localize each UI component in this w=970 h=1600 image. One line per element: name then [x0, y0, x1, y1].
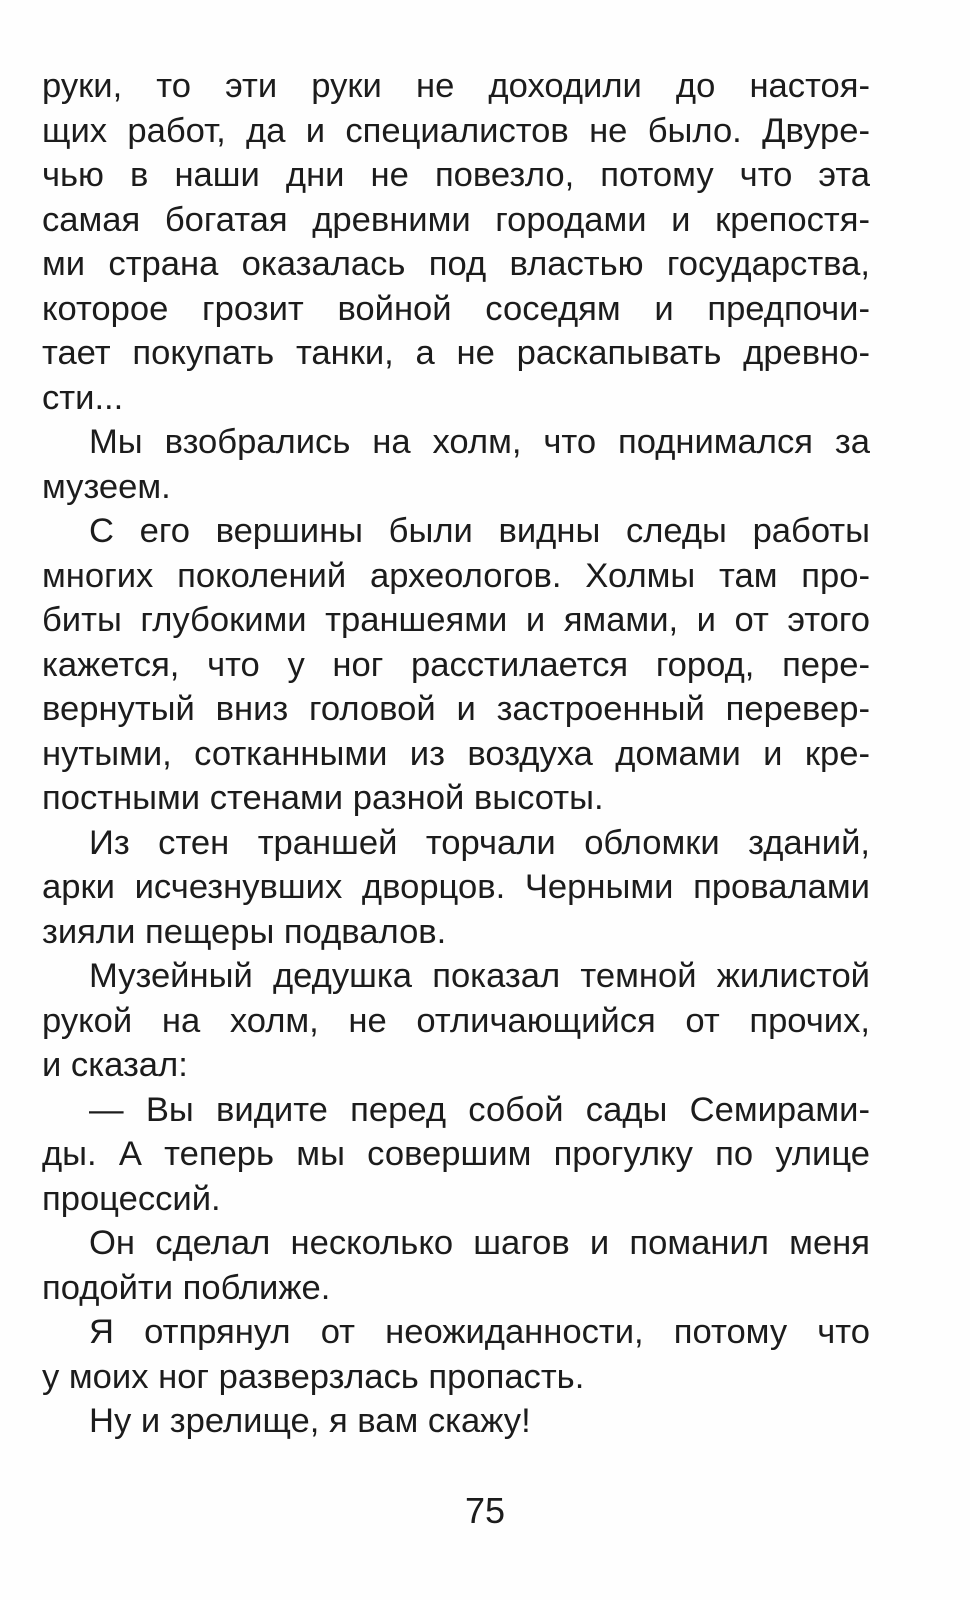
text-line: биты глубокими траншеями и ямами, и от этого [42, 601, 870, 639]
text-line: Я отпрянул от неожиданности, потому что [89, 1313, 870, 1351]
text-line: тает покупать танки, а не раскапывать древно- [42, 334, 870, 372]
paragraph [42, 821, 870, 955]
body-text [42, 64, 870, 1444]
text-line: Ну и зрелище, я вам скажу! [89, 1402, 531, 1440]
text-line: музеем. [42, 467, 171, 506]
text-line: — Вы видите перед собой сады Семирами- [89, 1090, 870, 1129]
text-line: Из стен траншей торчали обломки зданий, [89, 823, 870, 862]
page-number: 75 [464, 1490, 506, 1531]
paragraph [42, 1310, 870, 1399]
text-line: самая богатая древними городами и крепостя- [42, 200, 870, 239]
text-line: Музейный дедушка показал темной жилистой [89, 957, 870, 995]
text-line: ды. А теперь мы совершим прогулку по улице [42, 1135, 870, 1173]
text-line: процессий. [42, 1179, 221, 1218]
text-line: сти... [42, 378, 124, 417]
text-line: Мы взобрались на холм, что поднимался за [89, 423, 870, 461]
text-line: Он сделал несколько шагов и поманил меня [89, 1224, 870, 1262]
text-line: С его вершины были видны следы работы [89, 512, 870, 550]
text-line: которое грозит войной соседям и предпочи- [42, 289, 870, 328]
text-line: ми страна оказалась под властью государства, [42, 245, 870, 283]
text-line: чью в наши дни не повезло, потому что эта [42, 156, 870, 194]
text-line: кажется, что у ног расстилается город, пере- [42, 645, 870, 684]
text-line: вернутый вниз головой и застроенный перевер- [42, 690, 870, 728]
text-line: и сказал: [42, 1046, 188, 1084]
paragraph [42, 420, 870, 509]
text-line: щих работ, да и специалистов не было. Двуре- [42, 111, 870, 150]
paragraph [42, 1399, 870, 1444]
text-line: нутыми, сотканными из воздуха домами и кре- [42, 734, 870, 773]
paragraph [42, 954, 870, 1088]
paragraph [42, 1221, 870, 1310]
text-line: зияли пещеры подвалов. [42, 912, 447, 951]
paragraph [42, 509, 870, 821]
text-line: постными стенами разной высоты. [42, 779, 604, 817]
text-line: подойти поближе. [42, 1268, 331, 1307]
text-line: рукой на холм, не отличающийся от прочих, [42, 1001, 870, 1040]
text-line: арки исчезнувших дворцов. Черными провалами [42, 868, 870, 906]
text-line: у моих ног разверзлась пропасть. [42, 1357, 585, 1396]
text-line: многих поколений археологов. Холмы там про- [42, 556, 870, 595]
paragraph [42, 64, 870, 420]
paragraph [42, 1088, 870, 1222]
text-line: руки, то эти руки не доходили до настоя- [42, 67, 870, 105]
